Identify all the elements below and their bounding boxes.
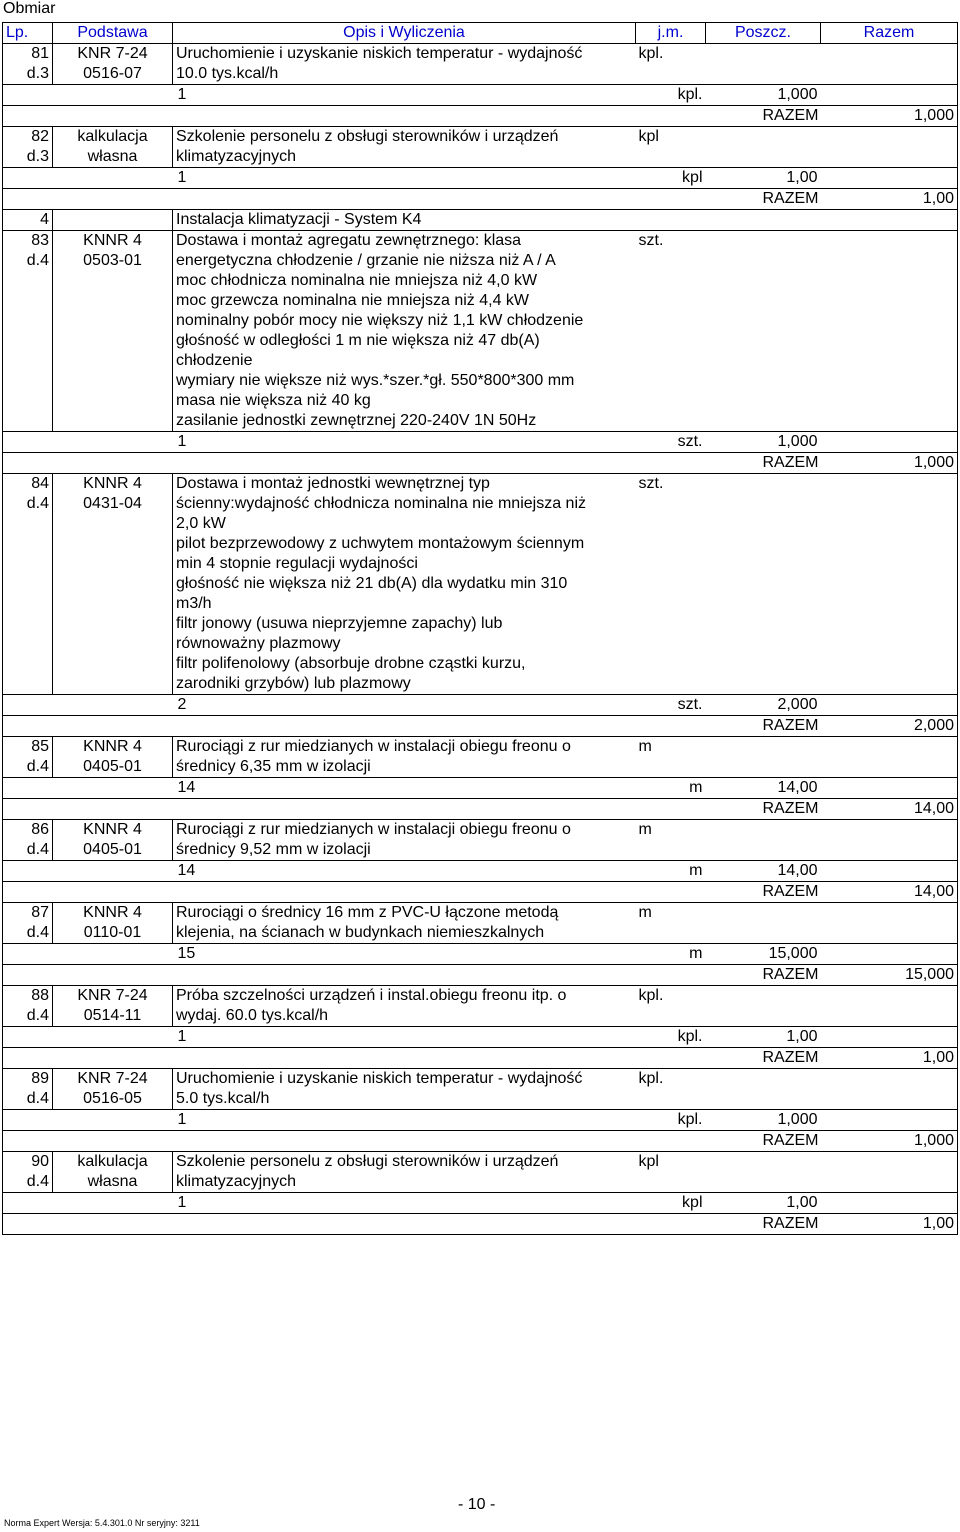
- section-row: [3, 210, 958, 231]
- qty-poszcz: 1,00: [706, 1193, 821, 1214]
- row-poszcz-empty: [706, 44, 821, 85]
- row-razem-empty: [821, 44, 958, 85]
- qty-value: 15: [173, 944, 636, 965]
- obmiar-table: [2, 22, 958, 1235]
- quantity-row: [3, 695, 958, 716]
- quantity-row: [3, 944, 958, 965]
- razem-row: [3, 106, 958, 127]
- section-title: Instalacja klimatyzacji - System K4: [173, 210, 821, 231]
- qty-unit: kpl.: [636, 85, 706, 106]
- table-row: [3, 231, 958, 432]
- table-row: [3, 44, 958, 85]
- header-jm: j.m.: [636, 23, 706, 44]
- qty-value: 1: [173, 1110, 636, 1131]
- section-number: 4: [3, 210, 53, 231]
- table-row: [3, 1069, 958, 1110]
- row-razem-empty: [821, 231, 958, 432]
- qty-unit: kpl: [636, 1193, 706, 1214]
- razem-row: [3, 1131, 958, 1152]
- sum-spacer: [3, 716, 706, 737]
- row-jm: m: [636, 737, 706, 778]
- razem-label: RAZEM: [706, 1131, 821, 1152]
- qty-razem-empty: [821, 432, 958, 453]
- qty-razem-empty: [821, 1193, 958, 1214]
- qty-poszcz: 1,00: [706, 1027, 821, 1048]
- row-jm: m: [636, 903, 706, 944]
- table-row: [3, 127, 958, 168]
- row-opis: Próba szczelności urządzeń i instal.obiegu freonu itp. o wydaj. 60.0 tys.kcal/h: [173, 986, 636, 1027]
- sum-spacer: [3, 882, 706, 903]
- qty-razem-empty: [821, 1110, 958, 1131]
- table-row: [3, 474, 958, 695]
- row-opis: Rurociągi z rur miedzianych w instalacji obiegu freonu o średnicy 6,35 mm w izolacji: [173, 737, 636, 778]
- razem-label: RAZEM: [706, 882, 821, 903]
- quantity-row: [3, 778, 958, 799]
- header-podstawa: Podstawa: [53, 23, 173, 44]
- row-podstawa: kalkulacja własna: [53, 1152, 173, 1193]
- razem-value: 15,000: [821, 965, 958, 986]
- razem-row: [3, 1214, 958, 1235]
- qty-value: 2: [173, 695, 636, 716]
- sum-spacer: [3, 1048, 706, 1069]
- razem-row: [3, 882, 958, 903]
- qty-poszcz: 1,000: [706, 85, 821, 106]
- header-lp: Lp.: [3, 23, 53, 44]
- row-poszcz-empty: [706, 127, 821, 168]
- row-lp: 86 d.4: [3, 820, 53, 861]
- qty-unit: kpl.: [636, 1027, 706, 1048]
- row-lp: 88 d.4: [3, 986, 53, 1027]
- row-opis: Uruchomienie i uzyskanie niskich temperatur - wydajność 5.0 tys.kcal/h: [173, 1069, 636, 1110]
- qty-spacer: [3, 1110, 173, 1131]
- software-version: Norma Expert Wersja: 5.4.301.0 Nr seryjny: 3211: [4, 1518, 200, 1528]
- razem-label: RAZEM: [706, 1214, 821, 1235]
- section-spacer: [53, 210, 173, 231]
- razem-label: RAZEM: [706, 716, 821, 737]
- row-jm: szt.: [636, 474, 706, 695]
- header-razem: Razem: [821, 23, 958, 44]
- qty-unit: szt.: [636, 432, 706, 453]
- qty-value: 14: [173, 778, 636, 799]
- razem-row: [3, 1048, 958, 1069]
- qty-poszcz: 1,000: [706, 432, 821, 453]
- quantity-row: [3, 432, 958, 453]
- row-jm: kpl.: [636, 986, 706, 1027]
- qty-spacer: [3, 85, 173, 106]
- table-row: [3, 1152, 958, 1193]
- razem-label: RAZEM: [706, 189, 821, 210]
- row-podstawa: KNR 7-24 0516-05: [53, 1069, 173, 1110]
- razem-row: [3, 453, 958, 474]
- qty-poszcz: 14,00: [706, 778, 821, 799]
- row-poszcz-empty: [706, 820, 821, 861]
- row-lp: 83 d.4: [3, 231, 53, 432]
- document-title: Obmiar: [3, 0, 56, 17]
- razem-value: 1,00: [821, 1214, 958, 1235]
- row-podstawa: KNR 7-24 0514-11: [53, 986, 173, 1027]
- table-row: [3, 903, 958, 944]
- row-razem-empty: [821, 127, 958, 168]
- qty-spacer: [3, 1027, 173, 1048]
- quantity-row: [3, 85, 958, 106]
- row-lp: 90 d.4: [3, 1152, 53, 1193]
- quantity-row: [3, 168, 958, 189]
- qty-spacer: [3, 778, 173, 799]
- razem-row: [3, 189, 958, 210]
- row-poszcz-empty: [706, 903, 821, 944]
- qty-value: 1: [173, 432, 636, 453]
- header-poszcz: Poszcz.: [706, 23, 821, 44]
- row-jm: kpl: [636, 1152, 706, 1193]
- razem-value: 2,000: [821, 716, 958, 737]
- qty-razem-empty: [821, 168, 958, 189]
- razem-value: 1,00: [821, 1048, 958, 1069]
- qty-poszcz: 2,000: [706, 695, 821, 716]
- qty-value: 1: [173, 1027, 636, 1048]
- razem-label: RAZEM: [706, 106, 821, 127]
- row-podstawa: KNNR 4 0110-01: [53, 903, 173, 944]
- row-opis: Rurociągi z rur miedzianych w instalacji obiegu freonu o średnicy 9,52 mm w izolacji: [173, 820, 636, 861]
- qty-spacer: [3, 432, 173, 453]
- razem-label: RAZEM: [706, 965, 821, 986]
- row-razem-empty: [821, 1069, 958, 1110]
- row-jm: szt.: [636, 231, 706, 432]
- sum-spacer: [3, 1131, 706, 1152]
- table-row: [3, 820, 958, 861]
- razem-value: 1,000: [821, 106, 958, 127]
- row-poszcz-empty: [706, 474, 821, 695]
- razem-row: [3, 965, 958, 986]
- qty-spacer: [3, 168, 173, 189]
- sum-spacer: [3, 106, 706, 127]
- header-opis: Opis i Wyliczenia: [173, 23, 636, 44]
- quantity-row: [3, 1110, 958, 1131]
- row-lp: 85 d.4: [3, 737, 53, 778]
- razem-value: 1,00: [821, 189, 958, 210]
- qty-spacer: [3, 861, 173, 882]
- razem-label: RAZEM: [706, 799, 821, 820]
- row-opis: Rurociągi o średnicy 16 mm z PVC-U łączone metodą klejenia, na ścianach w budynkach niemieszkalnych: [173, 903, 636, 944]
- row-poszcz-empty: [706, 1069, 821, 1110]
- row-lp: 89 d.4: [3, 1069, 53, 1110]
- qty-unit: m: [636, 778, 706, 799]
- qty-poszcz: 1,00: [706, 168, 821, 189]
- qty-razem-empty: [821, 778, 958, 799]
- row-opis: Uruchomienie i uzyskanie niskich temperatur - wydajność 10.0 tys.kcal/h: [173, 44, 636, 85]
- row-podstawa: KNNR 4 0503-01: [53, 231, 173, 432]
- row-lp: 84 d.4: [3, 474, 53, 695]
- qty-value: 1: [173, 85, 636, 106]
- row-podstawa: KNNR 4 0405-01: [53, 820, 173, 861]
- row-lp: 82 d.3: [3, 127, 53, 168]
- row-razem-empty: [821, 737, 958, 778]
- razem-value: 1,000: [821, 453, 958, 474]
- qty-poszcz: 1,000: [706, 1110, 821, 1131]
- qty-spacer: [3, 1193, 173, 1214]
- qty-spacer: [3, 944, 173, 965]
- qty-razem-empty: [821, 695, 958, 716]
- sum-spacer: [3, 1214, 706, 1235]
- row-lp: 81 d.3: [3, 44, 53, 85]
- row-opis: Szkolenie personelu z obsługi sterowników i urządzeń klimatyzacyjnych: [173, 1152, 636, 1193]
- qty-value: 1: [173, 1193, 636, 1214]
- row-razem-empty: [821, 986, 958, 1027]
- row-jm: kpl.: [636, 44, 706, 85]
- qty-value: 1: [173, 168, 636, 189]
- row-podstawa: KNNR 4 0405-01: [53, 737, 173, 778]
- row-razem-empty: [821, 820, 958, 861]
- sum-spacer: [3, 799, 706, 820]
- row-opis: Szkolenie personelu z obsługi sterowników i urządzeń klimatyzacyjnych: [173, 127, 636, 168]
- table-row: [3, 737, 958, 778]
- row-jm: kpl.: [636, 1069, 706, 1110]
- qty-unit: m: [636, 944, 706, 965]
- qty-spacer: [3, 695, 173, 716]
- row-podstawa: KNR 7-24 0516-07: [53, 44, 173, 85]
- qty-razem-empty: [821, 1027, 958, 1048]
- table-header: [3, 23, 958, 44]
- sum-spacer: [3, 453, 706, 474]
- qty-poszcz: 14,00: [706, 861, 821, 882]
- table-row: [3, 986, 958, 1027]
- row-razem-empty: [821, 474, 958, 695]
- quantity-row: [3, 1027, 958, 1048]
- quantity-row: [3, 861, 958, 882]
- razem-label: RAZEM: [706, 1048, 821, 1069]
- row-razem-empty: [821, 903, 958, 944]
- row-podstawa: kalkulacja własna: [53, 127, 173, 168]
- sum-spacer: [3, 965, 706, 986]
- razem-value: 14,00: [821, 799, 958, 820]
- razem-value: 14,00: [821, 882, 958, 903]
- row-razem-empty: [821, 1152, 958, 1193]
- row-opis: Dostawa i montaż agregatu zewnętrznego: klasa energetyczna chłodzenie / grzanie nie niższa niż A / A moc chłodnicza nominalna nie mniejsza niż 4,0 kW moc grzewcza nominalna nie mniejsza niż 4,4 kW nominalny pobór mocy nie większy niż 1,1 kW chłodzenie głośność w odległości 1 m nie większa niż 47 db(A) chłodzenie wymiary nie większe niż wys.*szer.*gł. 550*800*300 mm masa nie większa niż 40 kg zasilanie jednostki zewnętrznej 220-240V 1N 50Hz: [173, 231, 636, 432]
- row-poszcz-empty: [706, 737, 821, 778]
- row-podstawa: KNNR 4 0431-04: [53, 474, 173, 695]
- row-poszcz-empty: [706, 986, 821, 1027]
- qty-poszcz: 15,000: [706, 944, 821, 965]
- row-jm: m: [636, 820, 706, 861]
- qty-value: 14: [173, 861, 636, 882]
- qty-razem-empty: [821, 861, 958, 882]
- qty-unit: m: [636, 861, 706, 882]
- sum-spacer: [3, 189, 706, 210]
- qty-razem-empty: [821, 85, 958, 106]
- quantity-row: [3, 1193, 958, 1214]
- razem-value: 1,000: [821, 1131, 958, 1152]
- row-lp: 87 d.4: [3, 903, 53, 944]
- qty-razem-empty: [821, 944, 958, 965]
- razem-row: [3, 799, 958, 820]
- razem-row: [3, 716, 958, 737]
- page-number: - 10 -: [458, 1496, 496, 1513]
- qty-unit: szt.: [636, 695, 706, 716]
- row-poszcz-empty: [706, 1152, 821, 1193]
- qty-unit: kpl: [636, 168, 706, 189]
- row-poszcz-empty: [706, 231, 821, 432]
- qty-unit: kpl.: [636, 1110, 706, 1131]
- row-opis: Dostawa i montaż jednostki wewnętrznej typ ścienny:wydajność chłodnicza nominalna nie mniejsza niż 2,0 kW pilot bezprzewodowy z uchwytem montażowym ściennym min 4 stopnie regulacji wydajności głośność nie większa niż 21 db(A) dla wydatku min 310 m3/h filtr jonowy (usuwa nieprzyjemne zapachy) lub równoważny plazmowy filtr polifenolowy (absorbuje drobne cząstki kurzu, zarodniki grzybów) lub plazmowy: [173, 474, 636, 695]
- row-jm: kpl: [636, 127, 706, 168]
- section-end: [821, 210, 958, 231]
- razem-label: RAZEM: [706, 453, 821, 474]
